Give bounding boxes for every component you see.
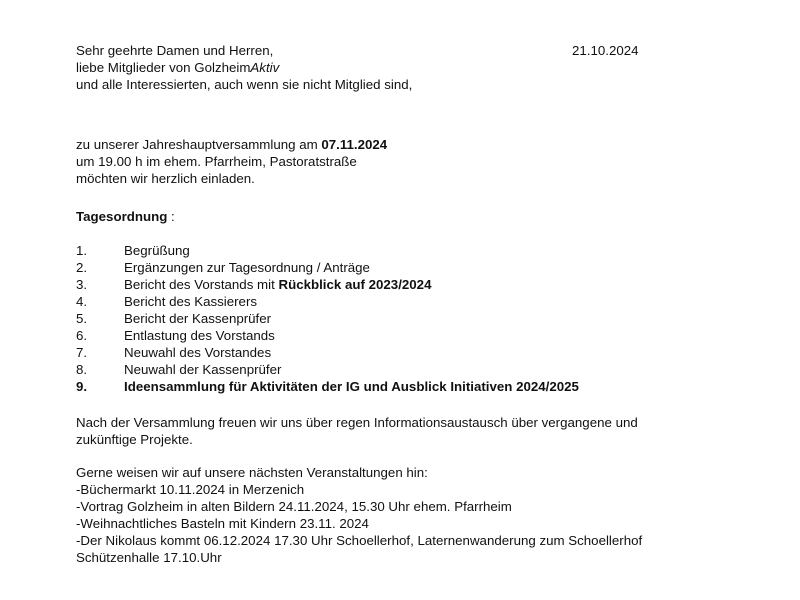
agenda-item-3-text: Bericht des Vorstands mit bbox=[124, 277, 279, 292]
event-line-1: -Büchermarkt 10.11.2024 in Merzenich bbox=[76, 482, 305, 497]
agenda-num-9: 9. bbox=[76, 379, 88, 394]
event-line-3: -Weihnachtliches Basteln mit Kindern 23.11. 2024 bbox=[76, 516, 369, 531]
agenda-item-6: Entlastung des Vorstands bbox=[124, 328, 275, 343]
invitation-text: zu unserer Jahreshauptversammlung am bbox=[76, 137, 322, 152]
event-line-4: -Der Nikolaus kommt 06.12.2024 17.30 Uhr Schoellerhof, Laternenwanderung zum Schoellerhof bbox=[76, 533, 643, 548]
agenda-num-3: 3. bbox=[76, 277, 88, 292]
agenda-num-2: 2. bbox=[76, 260, 88, 275]
after-meeting-line-1: Nach der Versammlung freuen wir uns über regen Informationsaustausch über vergangene und bbox=[76, 415, 638, 430]
agenda-item-3 bbox=[124, 276, 431, 293]
agenda-item-4: Bericht des Kassierers bbox=[124, 294, 258, 309]
agenda-item-2: Ergänzungen zur Tagesordnung / Anträge bbox=[124, 260, 370, 275]
agenda-item-7: Neuwahl des Vorstandes bbox=[124, 345, 272, 360]
agenda-num-1: 1. bbox=[76, 243, 88, 258]
brand-italic: Aktiv bbox=[250, 60, 280, 75]
agenda-num-5: 5. bbox=[76, 311, 88, 326]
letter-date: 21.10.2024 bbox=[572, 43, 639, 58]
invitation-line-3: möchten wir herzlich einladen. bbox=[76, 171, 255, 186]
agenda-item-5: Bericht der Kassenprüfer bbox=[124, 311, 272, 326]
agenda-num-6: 6. bbox=[76, 328, 88, 343]
agenda-num-8: 8. bbox=[76, 362, 88, 377]
greeting-line-1: Sehr geehrte Damen und Herren, bbox=[76, 43, 274, 58]
events-intro: Gerne weisen wir auf unsere nächsten Veranstaltungen hin: bbox=[76, 465, 428, 480]
agenda-item-8: Neuwahl der Kassenprüfer bbox=[124, 362, 282, 377]
greeting-line-3: und alle Interessierten, auch wenn sie nicht Mitglied sind, bbox=[76, 77, 413, 92]
meeting-date: 07.11.2024 bbox=[321, 137, 388, 152]
greeting-line-2-text: liebe Mitglieder von Golzheim bbox=[76, 60, 251, 75]
agenda-item-1: Begrüßung bbox=[124, 243, 190, 258]
agenda-heading-colon: : bbox=[167, 209, 175, 224]
agenda-heading bbox=[76, 208, 175, 225]
event-line-2: -Vortrag Golzheim in alten Bildern 24.11.2024, 15.30 Uhr ehem. Pfarrheim bbox=[76, 499, 512, 514]
invitation-line-1 bbox=[76, 136, 387, 153]
event-line-5: Schützenhalle 17.10.Uhr bbox=[76, 550, 222, 565]
greeting-line-2 bbox=[76, 59, 279, 76]
invitation-line-2: um 19.00 h im ehem. Pfarrheim, Pastoratstraße bbox=[76, 154, 357, 169]
agenda-num-7: 7. bbox=[76, 345, 88, 360]
agenda-item-3-bold: Rückblick auf 2023/2024 bbox=[278, 277, 432, 292]
agenda-item-9: Ideensammlung für Aktivitäten der IG und Ausblick Initiativen 2024/2025 bbox=[124, 379, 579, 394]
agenda-heading-text: Tagesordnung bbox=[76, 209, 168, 224]
after-meeting-line-2: zukünftige Projekte. bbox=[76, 432, 193, 447]
agenda-num-4: 4. bbox=[76, 294, 88, 309]
